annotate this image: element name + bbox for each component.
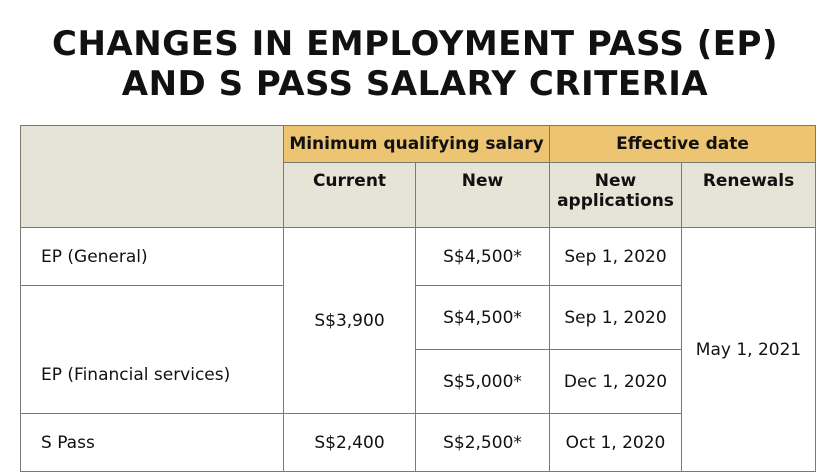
ep-financial-new-applications-date-b: Dec 1, 2020 [550,350,682,414]
s-pass-new-applications-date: Oct 1, 2020 [550,414,682,472]
renewals-date: May 1, 2021 [682,228,816,472]
s-pass-current-salary: S$2,400 [284,414,416,472]
group-header-row [21,126,816,163]
min-salary-header: Minimum qualifying salary [284,126,550,163]
title-line-2: AND S PASS SALARY CRITERIA [121,64,709,104]
corner-cell [21,126,284,228]
new-header: New [416,163,550,228]
s-pass-new-salary: S$2,500* [416,414,550,472]
new-applications-header: New applications [550,163,682,228]
ep-financial-new-salary-a: S$4,500* [416,286,550,350]
row-label-ep-general: EP (General) [21,228,284,286]
page-title [0,24,830,104]
row-label-s-pass: S Pass [21,414,284,472]
ep-current-salary: S$3,900 [284,228,416,414]
effective-date-header: Effective date [550,126,816,163]
salary-criteria-table [20,125,816,472]
table-row [21,228,816,286]
row-label-ep-financial: EP (Financial services) [21,286,284,414]
ep-general-new-salary: S$4,500* [416,228,550,286]
ep-financial-new-applications-date-a: Sep 1, 2020 [550,286,682,350]
ep-financial-new-salary-b: S$5,000* [416,350,550,414]
current-header: Current [284,163,416,228]
ep-general-new-applications-date: Sep 1, 2020 [550,228,682,286]
title-line-1: CHANGES IN EMPLOYMENT PASS (EP) [52,24,778,64]
renewals-header: Renewals [682,163,816,228]
